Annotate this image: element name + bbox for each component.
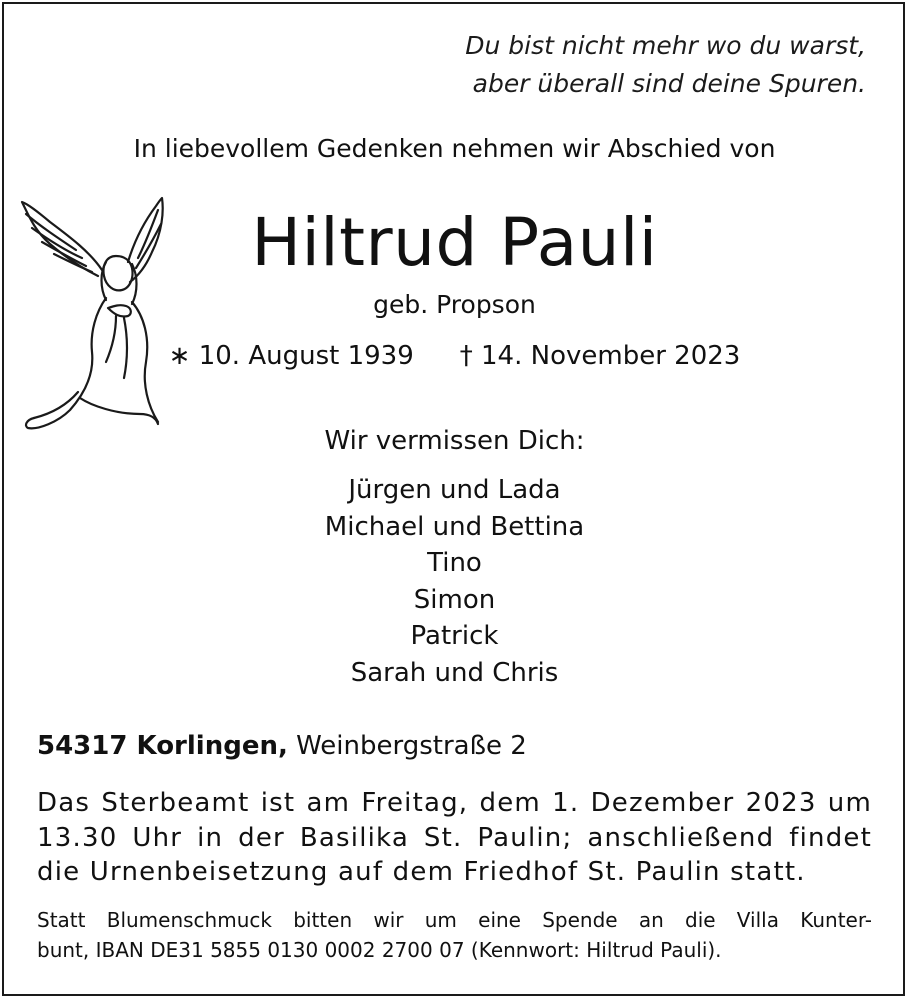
mourner-name: Michael und Bettina — [324, 511, 585, 542]
address-city: 54317 Korlingen, — [37, 731, 288, 761]
quote-line-1: Du bist nicht mehr wo du warst, — [465, 31, 866, 60]
mourner-name: Tino — [427, 548, 482, 578]
donation-line-2: bunt, IBAN DE31 5855 0130 0002 2700 07 (Kennwort: Hiltrud Pauli). — [37, 938, 722, 962]
service-info — [37, 786, 872, 890]
donation-line-1: Statt Blumenschmuck bitten wir um eine Spende an die Villa Kunter- — [37, 908, 872, 932]
address — [37, 731, 527, 761]
mourner-name: Patrick — [410, 621, 499, 651]
service-line-3: die Urnenbeisetzung auf dem Friedhof St. Paulin statt. — [37, 857, 806, 887]
birth-date: ∗ 10. August 1939 — [168, 341, 414, 371]
donation-info — [37, 905, 872, 965]
maiden-name: geb. Propson — [373, 290, 536, 319]
intro-text: In liebevollem Gedenken nehmen wir Abschied von — [133, 134, 776, 163]
death-date: † 14. November 2023 — [459, 341, 741, 371]
address-street: Weinbergstraße 2 — [296, 731, 527, 761]
mourner-name: Simon — [413, 584, 496, 615]
quote-line-2: aber überall sind deine Spuren. — [472, 69, 866, 98]
service-line-2: 13.30 Uhr in der Basilika St. Paulin; anschließend findet — [37, 822, 872, 853]
mourners-list — [0, 472, 909, 691]
angel-icon — [20, 192, 170, 442]
mourner-name: Sarah und Chris — [350, 657, 559, 688]
life-dates — [150, 341, 759, 371]
service-line-1: Das Sterbeamt ist am Freitag, dem 1. Dezember 2023 um — [37, 788, 872, 818]
mourner-name: Jürgen und Lada — [348, 475, 561, 505]
mourners-heading: Wir vermissen Dich: — [324, 426, 585, 456]
deceased-name: Hiltrud Pauli — [251, 204, 658, 281]
